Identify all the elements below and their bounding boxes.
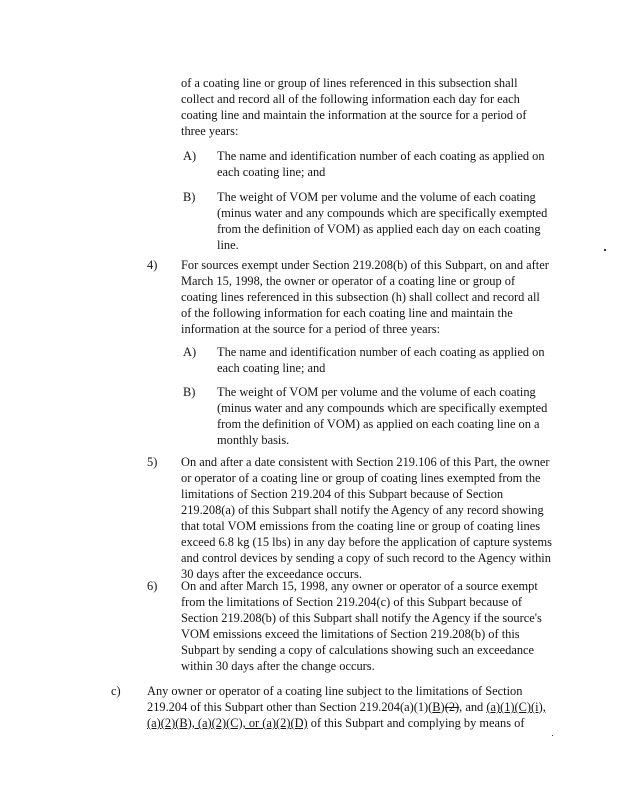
text-line-amended: (a)(2)(B), (a)(2)(C), or (a)(2)(D) of this Subpart and complying by means of	[147, 716, 525, 730]
text-line: March 15, 1998, the owner or operator of a coating line or group of	[181, 274, 516, 288]
text-line: For sources exempt under Section 219.208(b) of this Subpart, on and after	[181, 258, 549, 272]
item-marker: A)	[183, 149, 197, 163]
text-line: The name and identification number of each coating as applied on	[217, 149, 545, 163]
text-line: The name and identification number of each coating as applied on	[217, 345, 545, 359]
scan-speck	[604, 249, 606, 251]
text-line: The weight of VOM per volume and the volume of each coating	[217, 190, 536, 204]
text-line: The weight of VOM per volume and the volume of each coating	[217, 385, 536, 399]
inserted-text: (a)(2)(B), (a)(2)(C), or (a)(2)(D)	[147, 716, 308, 730]
item-marker: B)	[183, 385, 196, 399]
scan-speck	[552, 735, 553, 736]
text-line: monthly basis.	[217, 433, 290, 447]
text-line: On and after a date consistent with Section 219.106 of this Part, the owner	[181, 455, 550, 469]
text-line: three years:	[181, 124, 239, 138]
text-line: from the definition of VOM) as applied on each coating line on a	[217, 417, 540, 431]
item-marker: A)	[183, 345, 197, 359]
text-line: 30 days after the exceedance occurs.	[181, 567, 362, 581]
text-line-amended: 219.204 of this Subpart other than Section 219.204(a)(1)(B)(2), and (a)(1)(C)(i),	[147, 700, 546, 714]
text-line: or operator of a coating line or group of coating lines exempted from the	[181, 471, 541, 485]
text-line: Subpart by sending a copy of calculations showing such an exceedance	[181, 643, 535, 657]
text-line: (minus water and any compounds which are specifically exempted	[217, 206, 548, 220]
text-line: coating lines referenced in this subsection (h) shall collect and record all	[181, 290, 540, 304]
text-line: from the definition of VOM) as applied each day on each coating	[217, 222, 541, 236]
inserted-text: (a)(1)(C)(i),	[486, 700, 546, 714]
text-line: each coating line; and	[217, 361, 326, 375]
text-line: of a coating line or group of lines referenced in this subsection shall	[181, 76, 518, 90]
paragraph-marker: c)	[111, 684, 121, 698]
text-line: information at the source for a period of three years:	[181, 322, 441, 336]
text-line: from the limitations of Section 219.204(c) of this Subpart because of	[181, 595, 523, 609]
deleted-text: (2)	[444, 700, 460, 714]
text-line: within 30 days after the change occurs.	[181, 659, 375, 673]
text-line: line.	[217, 238, 239, 252]
text-line: each coating line; and	[217, 165, 326, 179]
text-line: (minus water and any compounds which are specifically exempted	[217, 401, 548, 415]
paragraph-marker: 4)	[147, 258, 158, 272]
text-line: On and after March 15, 1998, any owner or operator of a source exempt	[181, 579, 538, 593]
text-line: VOM emissions exceed the limitations of Section 219.208(b) of this	[181, 627, 520, 641]
text-line: and control devices by sending a copy of such record to the Agency within	[181, 551, 551, 565]
text-line: that total VOM emissions from the coating line or group of coating lines	[181, 519, 541, 533]
text-line: of the following information for each coating line and maintain the	[181, 306, 513, 320]
item-marker: B)	[183, 190, 196, 204]
text-line: exceed 6.8 kg (15 lbs) in any day before the application of capture systems	[181, 535, 552, 549]
text-line: limitations of Section 219.204 of this Subpart because of Section	[181, 487, 504, 501]
text-line: Any owner or operator of a coating line subject to the limitations of Section	[147, 684, 523, 698]
text-line: Section 219.208(b) of this Subpart shall notify the Agency if the source's	[181, 611, 542, 625]
paragraph-marker: 5)	[147, 455, 158, 469]
text-line: coating line and maintain the information at the source for a period of	[181, 108, 527, 122]
text-line: 219.208(a) of this Subpart shall notify the Agency of any record showing	[181, 503, 544, 517]
inserted-text: B	[432, 700, 441, 714]
text-line: collect and record all of the following information each day for each	[181, 92, 520, 106]
paragraph-marker: 6)	[147, 579, 158, 593]
